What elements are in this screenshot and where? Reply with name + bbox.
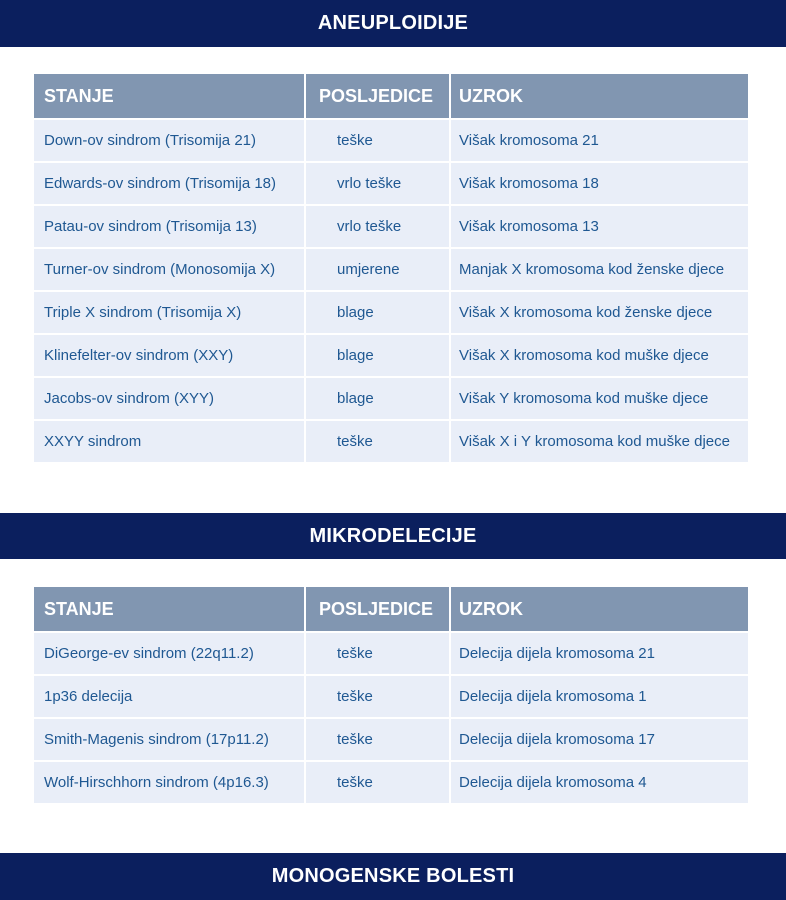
cell-posljedice: teške — [306, 633, 449, 674]
cell-stanje: DiGeorge-ev sindrom (22q11.2) — [34, 633, 304, 674]
table-row — [34, 335, 750, 376]
cell-uzrok: Višak kromosoma 18 — [451, 163, 748, 204]
cell-posljedice: umjerene — [306, 249, 449, 290]
table-row — [34, 163, 750, 204]
column-header-stanje: STANJE — [34, 74, 304, 118]
cell-posljedice: blage — [306, 378, 449, 419]
cell-uzrok: Višak Y kromosoma kod muške djece — [451, 378, 748, 419]
cell-uzrok: Višak X i Y kromosoma kod muške djece — [451, 421, 748, 462]
cell-stanje: Triple X sindrom (Trisomija X) — [34, 292, 304, 333]
table-row — [34, 249, 750, 290]
table-row — [34, 633, 750, 674]
table-row — [34, 719, 750, 760]
section-title-mikrodelecije: MIKRODELECIJE — [0, 513, 786, 559]
cell-uzrok: Višak X kromosoma kod ženske djece — [451, 292, 748, 333]
cell-stanje: Down-ov sindrom (Trisomija 21) — [34, 120, 304, 161]
cell-stanje: Jacobs-ov sindrom (XYY) — [34, 378, 304, 419]
column-header-posljedice: POSLJEDICE — [306, 587, 449, 631]
cell-uzrok: Višak kromosoma 21 — [451, 120, 748, 161]
section-title-monogenske-bolesti: MONOGENSKE BOLESTI — [0, 853, 786, 900]
table-header-row — [34, 74, 750, 118]
cell-uzrok: Delecija dijela kromosoma 21 — [451, 633, 748, 674]
cell-stanje: Edwards-ov sindrom (Trisomija 18) — [34, 163, 304, 204]
cell-stanje: Smith-Magenis sindrom (17p11.2) — [34, 719, 304, 760]
cell-posljedice: teške — [306, 120, 449, 161]
cell-uzrok: Delecija dijela kromosoma 17 — [451, 719, 748, 760]
table-header-row — [34, 587, 750, 631]
cell-stanje: XXYY sindrom — [34, 421, 304, 462]
column-header-uzrok: UZROK — [451, 74, 748, 118]
cell-stanje: Turner-ov sindrom (Monosomija X) — [34, 249, 304, 290]
cell-stanje: Klinefelter-ov sindrom (XXY) — [34, 335, 304, 376]
table-row — [34, 762, 750, 803]
table-row — [34, 421, 750, 462]
table-row — [34, 120, 750, 161]
cell-posljedice: teške — [306, 762, 449, 803]
column-header-uzrok: UZROK — [451, 587, 748, 631]
cell-stanje: Wolf-Hirschhorn sindrom (4p16.3) — [34, 762, 304, 803]
column-header-posljedice: POSLJEDICE — [306, 74, 449, 118]
section-title-aneuploidije: ANEUPLOIDIJE — [0, 0, 786, 47]
cell-stanje: Patau-ov sindrom (Trisomija 13) — [34, 206, 304, 247]
cell-posljedice: teške — [306, 676, 449, 717]
table-row — [34, 206, 750, 247]
cell-posljedice: teške — [306, 421, 449, 462]
cell-uzrok: Višak kromosoma 13 — [451, 206, 748, 247]
mikrodelecije-table — [34, 587, 750, 803]
cell-posljedice: vrlo teške — [306, 206, 449, 247]
table-row — [34, 378, 750, 419]
cell-uzrok: Delecija dijela kromosoma 1 — [451, 676, 748, 717]
cell-posljedice: teške — [306, 719, 449, 760]
column-header-stanje: STANJE — [34, 587, 304, 631]
cell-posljedice: blage — [306, 335, 449, 376]
cell-stanje: 1p36 delecija — [34, 676, 304, 717]
table-row — [34, 676, 750, 717]
table-row — [34, 292, 750, 333]
aneuploidije-table — [34, 74, 750, 462]
cell-posljedice: vrlo teške — [306, 163, 449, 204]
cell-uzrok: Višak X kromosoma kod muške djece — [451, 335, 748, 376]
cell-uzrok: Delecija dijela kromosoma 4 — [451, 762, 748, 803]
cell-uzrok: Manjak X kromosoma kod ženske djece — [451, 249, 748, 290]
cell-posljedice: blage — [306, 292, 449, 333]
